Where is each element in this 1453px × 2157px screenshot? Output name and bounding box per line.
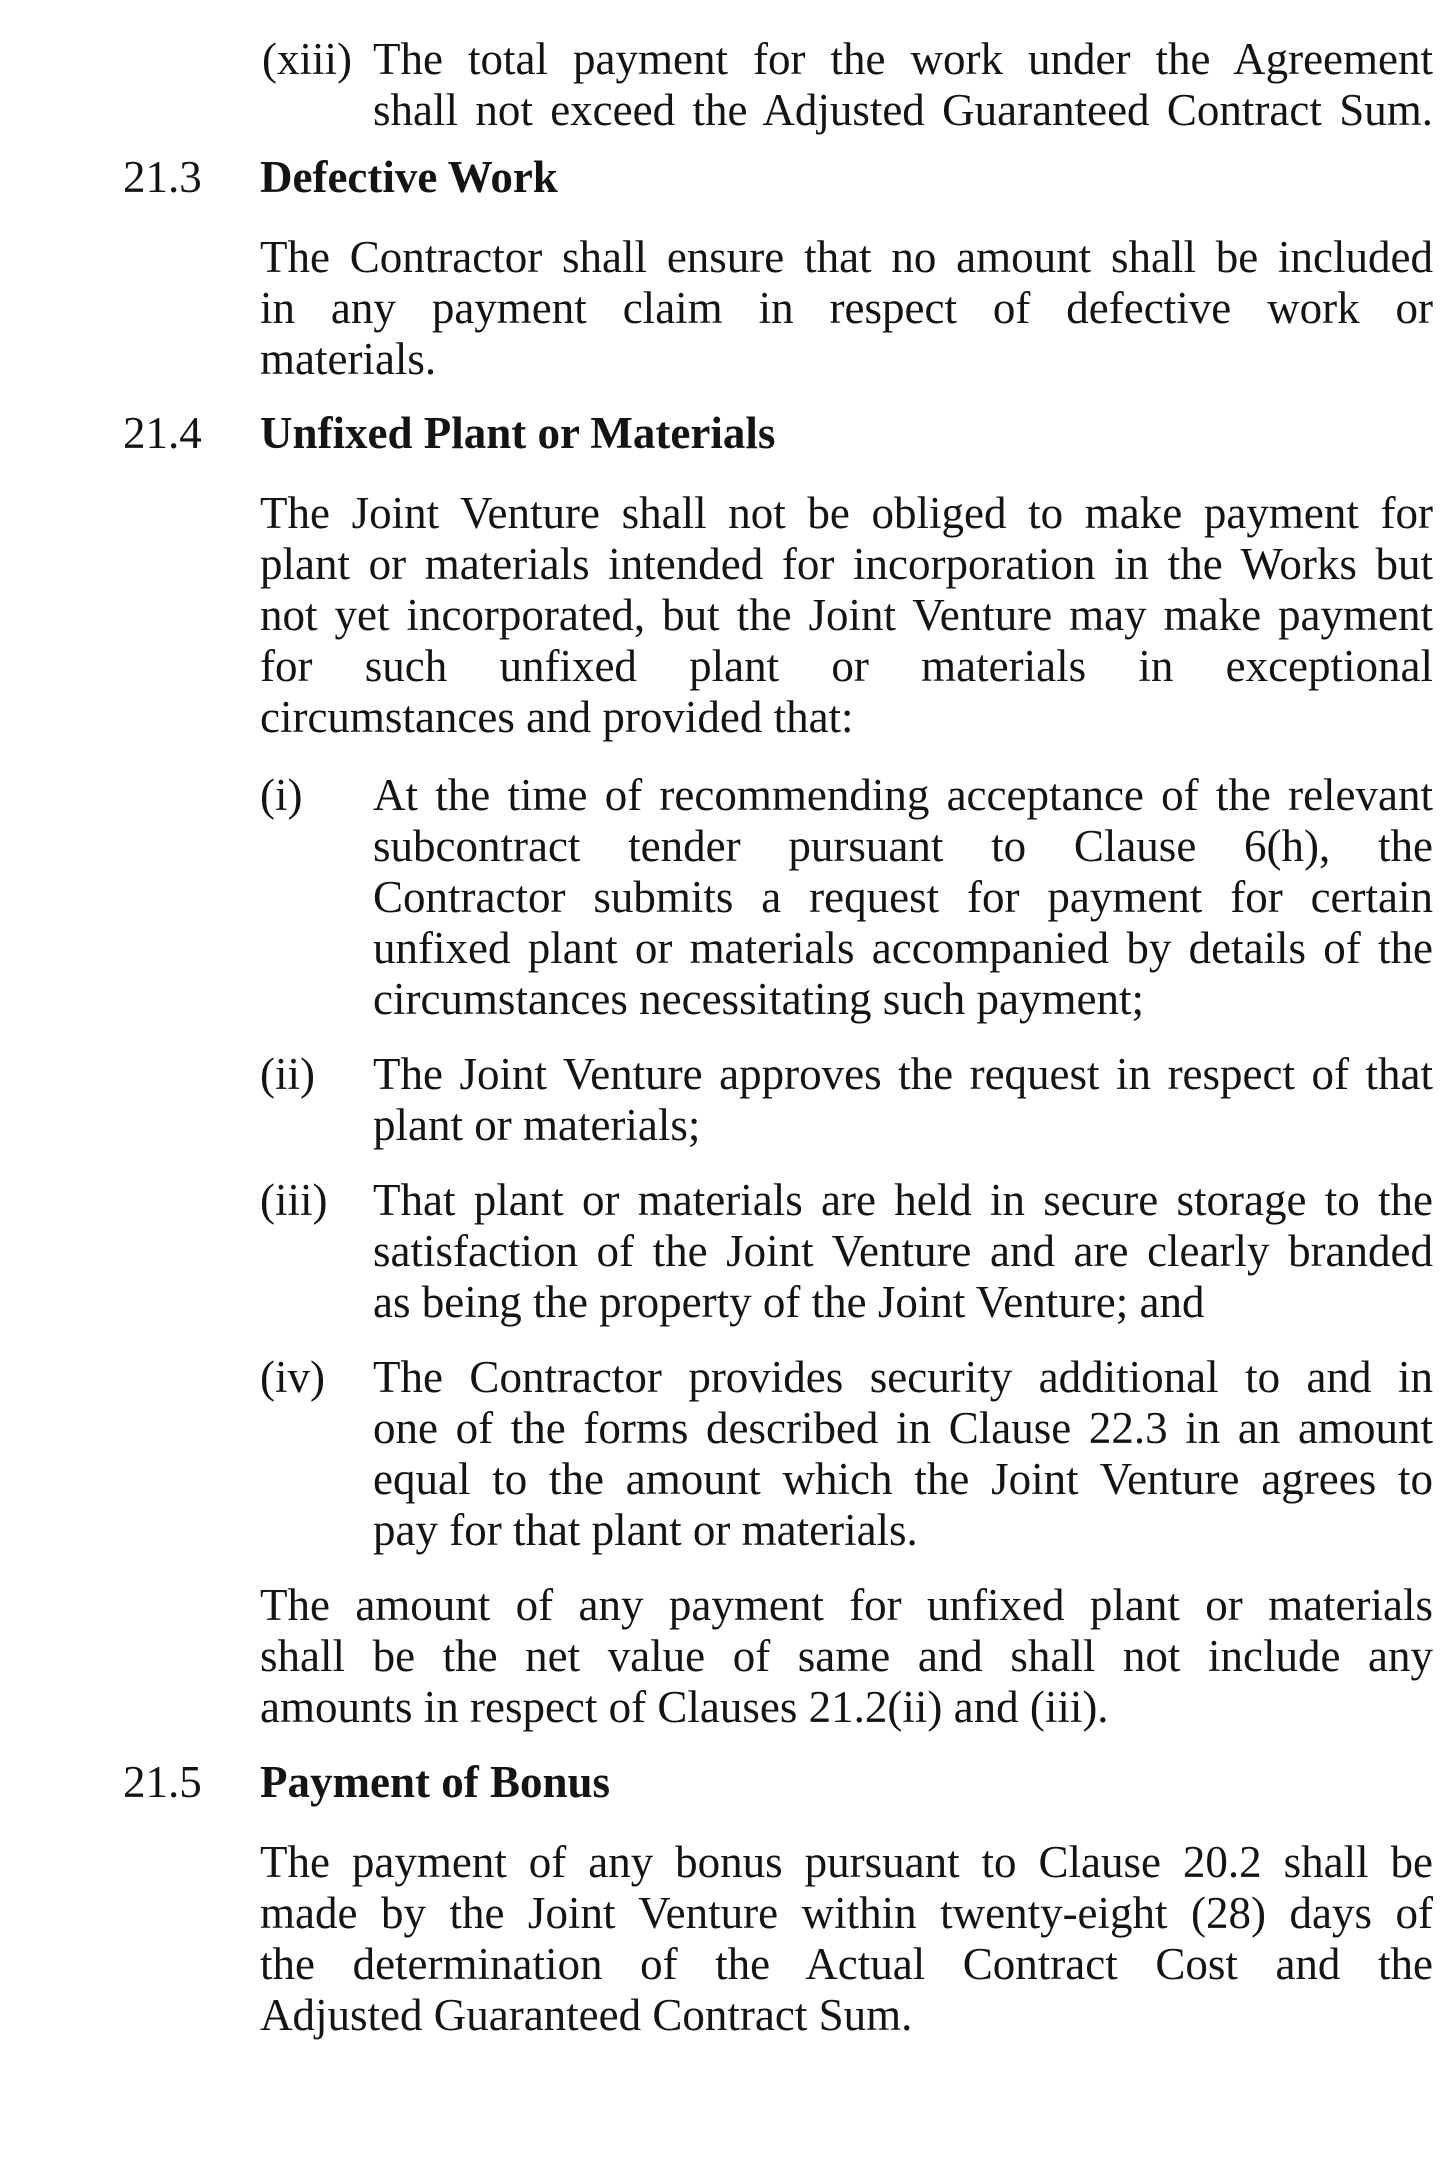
section-21-3-paragraph xyxy=(260,232,1433,385)
text-line: That plant or materials are held in secure storage to the xyxy=(373,1175,1433,1225)
text-line: The payment of any bonus pursuant to Clause 20.2 shall be xyxy=(260,1837,1433,1887)
item-iii-text xyxy=(373,1175,1433,1328)
text-line: subcontract tender pursuant to Clause 6(h), the xyxy=(373,821,1433,871)
item-number-iv: (iv) xyxy=(260,1352,325,1402)
text-line: Adjusted Guaranteed Contract Sum. xyxy=(260,1990,913,2040)
text-line: in any payment claim in respect of defective work or xyxy=(260,283,1433,333)
text-line: shall be the net value of same and shall not include any xyxy=(260,1631,1433,1681)
text-line: The Contractor provides security additional to and in xyxy=(373,1352,1433,1402)
item-number-ii: (ii) xyxy=(260,1049,315,1099)
text-line: circumstances necessitating such payment; xyxy=(373,974,1144,1024)
text-line: pay for that plant or materials. xyxy=(373,1505,918,1555)
item-number-xiii: (xiii) xyxy=(262,34,352,84)
section-title-unfixed-plant: Unfixed Plant or Materials xyxy=(260,408,776,458)
text-line: Contractor submits a request for payment for certain xyxy=(373,872,1433,922)
item-iv-text xyxy=(373,1352,1433,1556)
text-line: The total payment for the work under the Agreement xyxy=(373,34,1433,84)
text-line: not yet incorporated, but the Joint Venture may make payment xyxy=(260,590,1433,640)
section-21-5-paragraph xyxy=(260,1837,1433,2041)
item-i-text xyxy=(373,770,1433,1025)
text-line: satisfaction of the Joint Venture and are clearly branded xyxy=(373,1226,1433,1276)
section-number-21-3: 21.3 xyxy=(123,152,202,202)
section-title-defective-work: Defective Work xyxy=(260,152,558,202)
text-line: plant or materials intended for incorporation in the Works but xyxy=(260,539,1433,589)
text-line: the determination of the Actual Contract Cost and the xyxy=(260,1939,1433,1989)
text-line: The Joint Venture approves the request in respect of that xyxy=(373,1049,1433,1099)
item-number-iii: (iii) xyxy=(260,1175,328,1225)
text-line: The Joint Venture shall not be obliged to make payment for xyxy=(260,488,1433,538)
text-line: made by the Joint Venture within twenty-eight (28) days of xyxy=(260,1888,1433,1938)
text-line: unfixed plant or materials accompanied by details of the xyxy=(373,923,1433,973)
text-line: At the time of recommending acceptance of the relevant xyxy=(373,770,1433,820)
section-21-4-closing-paragraph xyxy=(260,1580,1433,1733)
text-line: for such unfixed plant or materials in exceptional xyxy=(260,641,1433,691)
text-line: The amount of any payment for unfixed plant or materials xyxy=(260,1580,1433,1630)
text-line: equal to the amount which the Joint Venture agrees to xyxy=(373,1454,1433,1504)
text-line: materials. xyxy=(260,334,437,384)
text-line: amounts in respect of Clauses 21.2(ii) and (iii). xyxy=(260,1682,1109,1732)
text-line: The Contractor shall ensure that no amount shall be included xyxy=(260,232,1433,282)
item-xiii-text xyxy=(373,34,1433,136)
item-ii-text xyxy=(373,1049,1433,1151)
text-line: one of the forms described in Clause 22.3 in an amount xyxy=(373,1403,1433,1453)
text-line: plant or materials; xyxy=(373,1100,701,1150)
section-21-4-paragraph xyxy=(260,488,1433,743)
item-number-i: (i) xyxy=(260,770,303,820)
section-number-21-5: 21.5 xyxy=(123,1757,202,1807)
text-line: circumstances and provided that: xyxy=(260,692,854,742)
section-number-21-4: 21.4 xyxy=(123,408,202,458)
text-line: as being the property of the Joint Venture; and xyxy=(373,1277,1205,1327)
section-title-payment-of-bonus: Payment of Bonus xyxy=(260,1757,611,1807)
text-line: shall not exceed the Adjusted Guaranteed Contract Sum. xyxy=(373,85,1433,135)
